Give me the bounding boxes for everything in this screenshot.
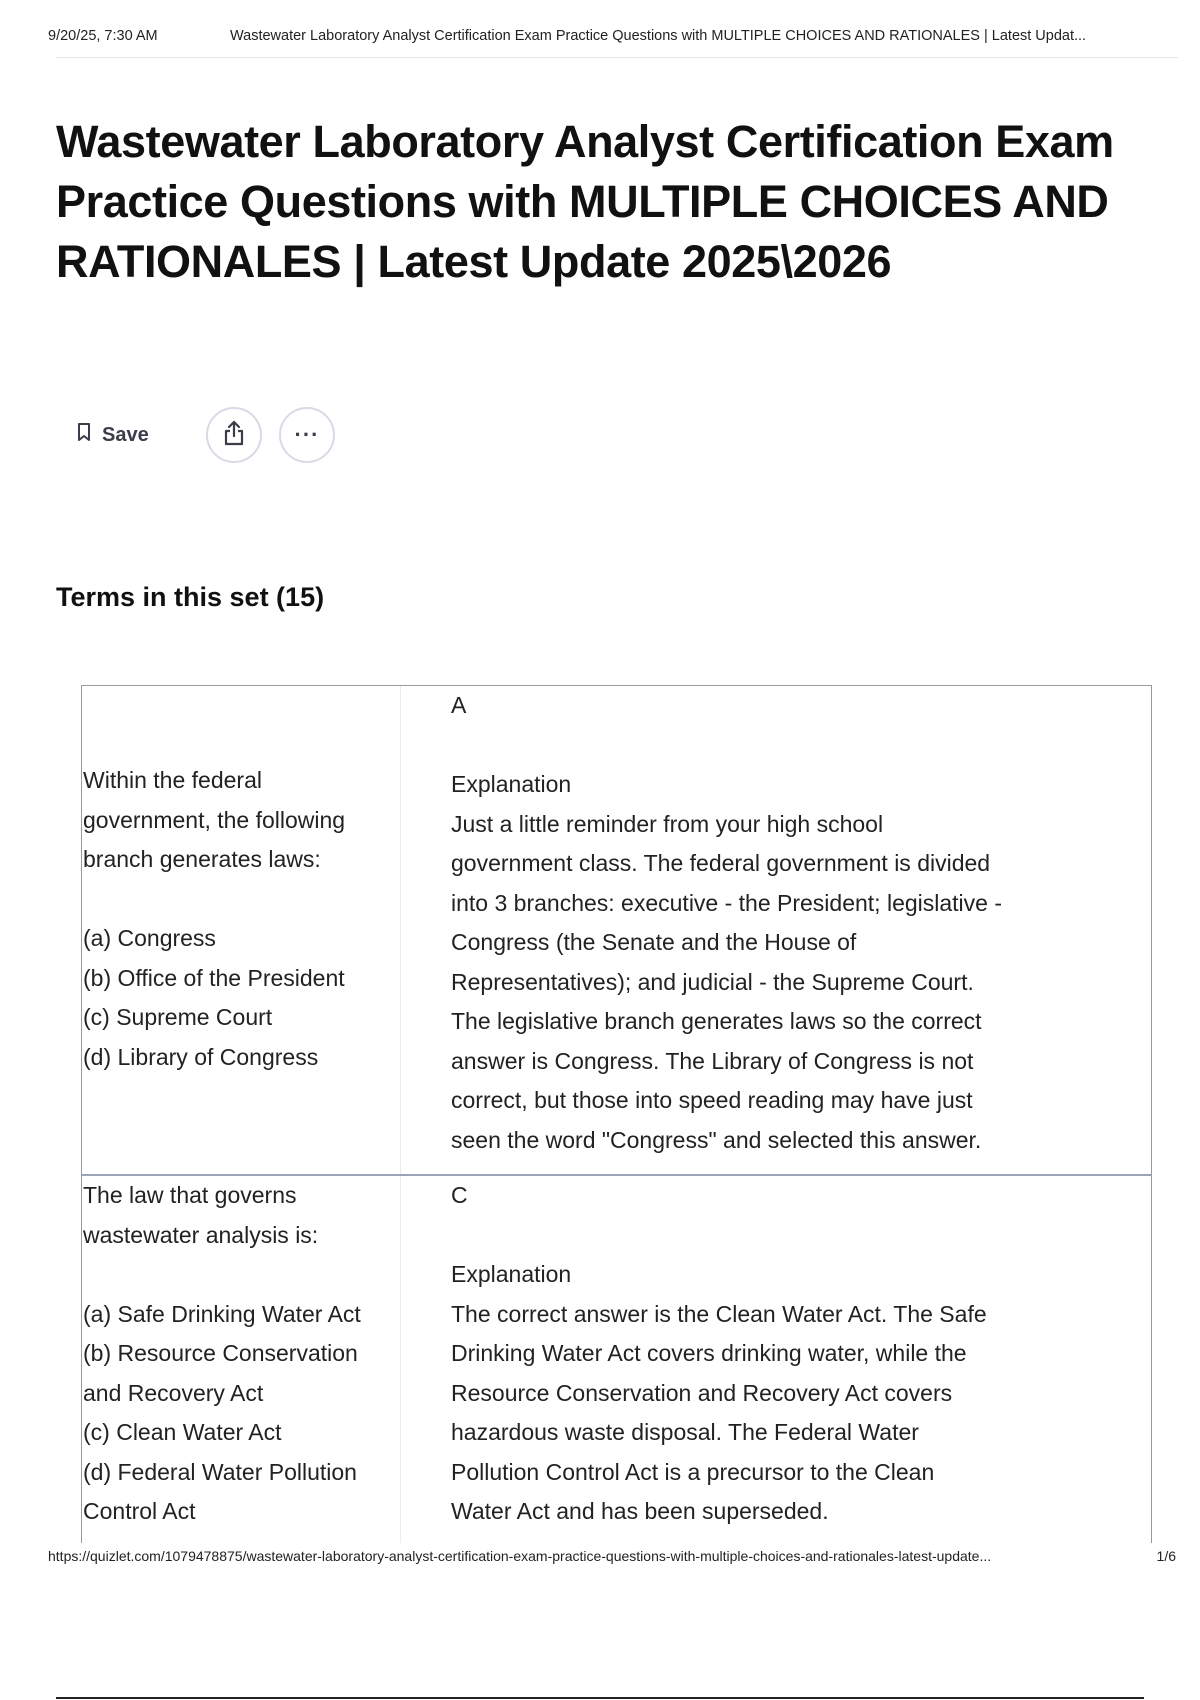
more-options-button[interactable] <box>279 407 335 463</box>
bottom-divider <box>56 1697 1144 1699</box>
page-title: Wastewater Laboratory Analyst Certification Exam Practice Questions with MULTIPLE CHOICES AND RATIONALES | Latest Update 2025\2026 <box>56 116 1114 287</box>
share-button[interactable] <box>206 407 262 463</box>
header-divider <box>56 57 1178 58</box>
more-options-icon: ··· <box>294 422 320 447</box>
page-number: 1/6 <box>1156 1548 1176 1564</box>
print-document-title: Wastewater Laboratory Analyst Certification Exam Practice Questions with MULTIPLE CHOICES AND RATIONALES | Latest Updat... <box>230 28 1087 44</box>
table-row <box>82 1174 1151 1543</box>
term-cell: Within the federal government, the following branch generates laws: (a) Congress (b) Office of the President (c) Supreme Court (d) Library of Congress <box>83 767 346 1070</box>
print-date: 9/20/25, 7:30 AM <box>48 28 158 44</box>
table-row <box>82 686 1151 1174</box>
term-cell: The law that governs wastewater analysis is: (a) Safe Drinking Water Act (b) Resource Conservation and Recovery Act (c) Clean Water Act (d) Federal Water Pollution Control Act <box>83 1182 361 1524</box>
terms-heading: Terms in this set (15) <box>56 582 325 612</box>
save-button[interactable] <box>76 419 149 451</box>
terms-table <box>81 685 1152 1543</box>
page-url: https://quizlet.com/1079478875/wastewater-laboratory-analyst-certification-exam-practice-questions-with-multiple-choices-and-rationales-latest-update... <box>48 1548 992 1564</box>
definition-cell: C Explanation The correct answer is the Clean Water Act. The Safe Drinking Water Act covers drinking water, while the Resource Conservation and Recovery Act covers hazardous waste disposal. The Federal Water Pollution Control Act is a precursor to the Clean Water Act and has been superseded. <box>451 1182 987 1524</box>
bookmark-icon <box>76 422 92 448</box>
save-label: Save <box>102 423 149 446</box>
definition-cell: A Explanation Just a little reminder from your high school government class. The federal government is divided into 3 branches: executive - the President; legislative - Congress (the Senate and the House of Representatives); and judicial - the Supreme Court. The legislative branch generates laws so the correct answer is Congress. The Library of Congress is not correct, but those into speed reading may have just seen the word "Congress" and selected this answer. <box>451 692 1003 1153</box>
share-icon <box>221 419 247 452</box>
